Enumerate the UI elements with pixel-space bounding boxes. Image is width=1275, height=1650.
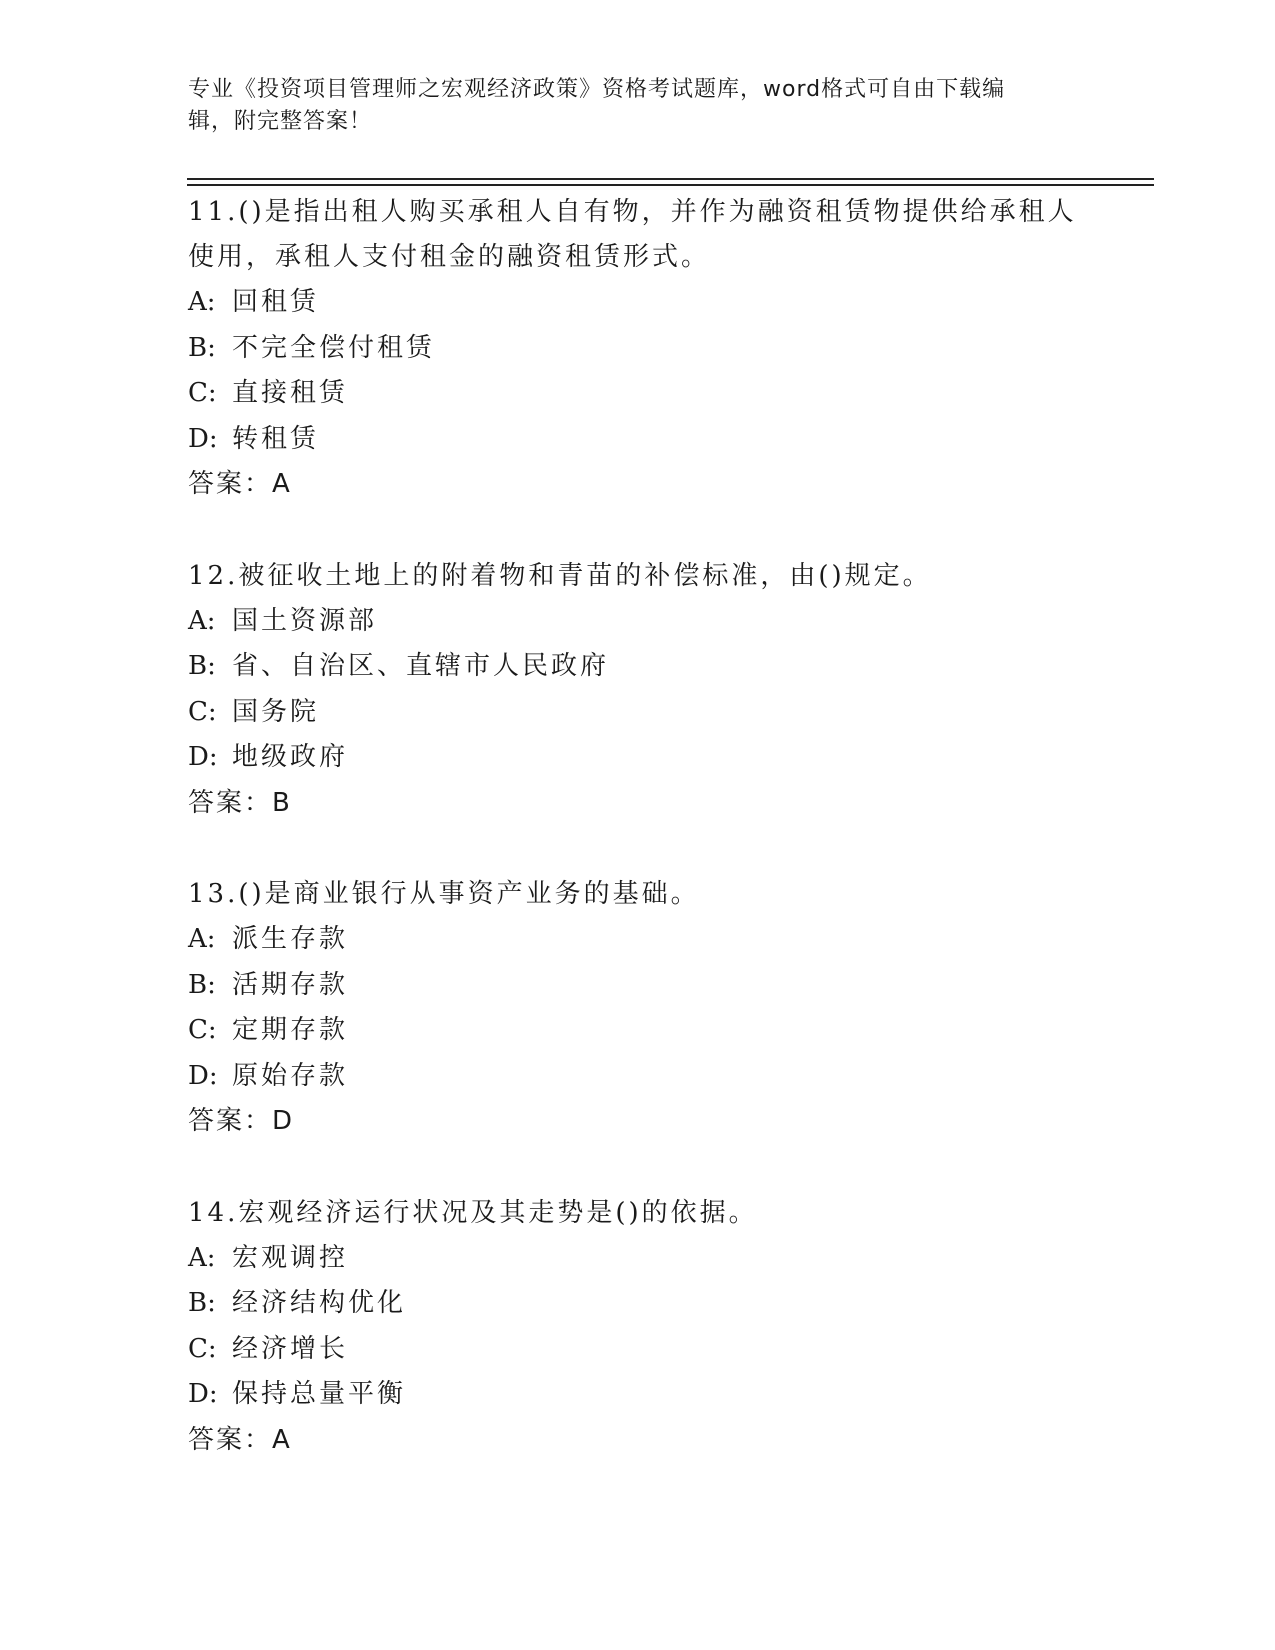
header-line-2: 辑，附完整答案！: [188, 109, 373, 134]
option-text: 省、自治区、直辖市人民政府: [232, 651, 610, 681]
option-key: B:: [188, 1288, 216, 1318]
question-stem-line: 12.被征收土地上的附着物和青苗的补偿标准，由()规定。: [188, 560, 932, 591]
question-14: [188, 1191, 1088, 1464]
option-a: [188, 599, 1088, 645]
header-divider-bottom: [187, 184, 1154, 186]
option-c: [188, 371, 1088, 417]
document-header: [188, 74, 1068, 138]
option-text: 活期存款: [232, 969, 349, 1000]
option-text: 不完全偿付租赁: [232, 332, 436, 363]
option-a: [188, 1236, 1088, 1282]
option-a: [188, 280, 1088, 326]
question-12: [188, 554, 1088, 827]
question-13: [188, 872, 1088, 1145]
option-text: 转租赁: [232, 423, 320, 454]
option-key: B:: [188, 332, 216, 363]
option-a: [188, 917, 1088, 963]
option-text: 原始存款: [232, 1060, 349, 1091]
option-text: 地级政府: [232, 742, 349, 772]
option-b: [188, 644, 1088, 690]
option-text: 保持总量平衡: [232, 1379, 407, 1409]
option-text: 国土资源部: [232, 605, 378, 636]
option-text: 经济结构优化: [232, 1288, 407, 1318]
answer-line: 答案：B: [188, 787, 292, 818]
option-key: C:: [188, 696, 217, 727]
question-stem: [188, 554, 1088, 599]
option-c: [188, 1008, 1088, 1054]
option-c: [188, 1327, 1088, 1373]
answer-line: 答案：D: [188, 1106, 295, 1136]
answer-line: 答案：A: [188, 1424, 292, 1455]
question-stem: [188, 1191, 1088, 1236]
option-text: 直接租赁: [232, 378, 349, 408]
option-key: A:: [188, 924, 216, 954]
question-stem-line: 使用，承租人支付租金的融资租赁形式。: [188, 242, 711, 272]
option-text: 派生存款: [232, 924, 349, 954]
question-stem: [188, 872, 1088, 917]
option-text: 宏观调控: [232, 1242, 349, 1273]
option-key: D:: [188, 423, 218, 454]
option-text: 定期存款: [232, 1015, 349, 1045]
option-key: C:: [188, 1015, 217, 1045]
option-key: D:: [188, 742, 218, 772]
option-key: C:: [188, 378, 217, 408]
option-b: [188, 326, 1088, 372]
question-stem: [188, 190, 1088, 280]
option-text: 回租赁: [232, 287, 320, 317]
header-divider-top: [187, 178, 1154, 180]
option-d: [188, 417, 1088, 463]
option-c: [188, 690, 1088, 736]
option-key: A:: [188, 287, 216, 317]
option-key: D:: [188, 1060, 218, 1091]
header-line-1: 专业《投资项目管理师之宏观经济政策》资格考试题库，word格式可自由下载编: [188, 77, 1006, 102]
option-b: [188, 963, 1088, 1009]
option-text: 经济增长: [232, 1333, 349, 1364]
option-key: B:: [188, 969, 216, 1000]
option-key: C:: [188, 1333, 217, 1364]
option-d: [188, 1372, 1088, 1418]
option-d: [188, 1054, 1088, 1100]
question-stem-line: 13.()是商业银行从事资产业务的基础。: [188, 879, 700, 909]
question-list: [188, 190, 1088, 1509]
question-stem-line: 14.宏观经济运行状况及其走势是()的依据。: [188, 1197, 758, 1228]
option-key: D:: [188, 1379, 218, 1409]
answer-line: 答案：A: [188, 469, 292, 499]
question-11: [188, 190, 1088, 508]
option-key: B:: [188, 651, 216, 681]
option-d: [188, 735, 1088, 781]
option-key: A:: [188, 605, 216, 636]
question-stem-line: 11.()是指出租人购买承租人自有物，并作为融资租赁物提供给承租人: [188, 197, 1077, 227]
option-key: A:: [188, 1242, 216, 1273]
option-text: 国务院: [232, 696, 320, 727]
option-b: [188, 1281, 1088, 1327]
